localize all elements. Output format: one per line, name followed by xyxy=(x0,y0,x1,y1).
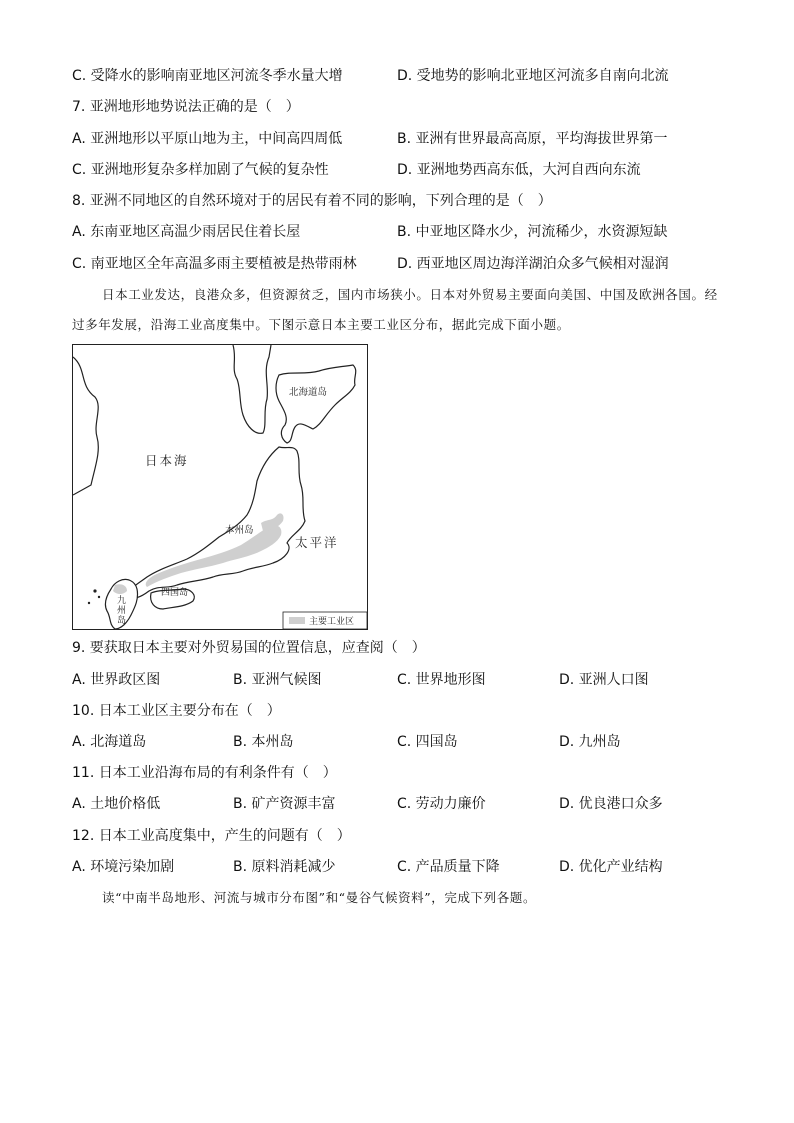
label-sea-of-japan: 日本海 xyxy=(145,453,189,468)
question-11: 11. 日本工业沿海布局的有利条件有（ ） xyxy=(72,765,337,781)
q7-option-a: A. 亚洲地形以平原山地为主，中间高四周低 xyxy=(72,131,343,147)
small-island xyxy=(93,589,96,592)
q11-option-a: A. 土地价格低 xyxy=(72,796,161,812)
question-7: 7. 亚洲地形地势说法正确的是（ ） xyxy=(72,99,300,115)
q9-option-d: D. 亚洲人口图 xyxy=(559,672,649,688)
q7-option-b: B. 亚洲有世界最高高原，平均海拔世界第一 xyxy=(397,131,668,147)
hokkaido-island xyxy=(276,365,356,443)
question-10: 10. 日本工业区主要分布在（ ） xyxy=(72,703,281,719)
q12-option-b: B. 原料消耗减少 xyxy=(233,859,336,875)
q8-option-d: D. 西亚地区周边海洋湖泊众多气候相对湿润 xyxy=(397,256,669,272)
q10-option-a: A. 北海道岛 xyxy=(72,734,147,750)
indochina-intro-paragraph: 读“中南半岛地形、河流与城市分布图”和“曼谷气候资料”，完成下列各题。 xyxy=(102,890,537,905)
q8-option-b: B. 中亚地区降水少，河流稀少，水资源短缺 xyxy=(397,224,668,240)
label-kyushu-1: 九 xyxy=(117,596,127,606)
label-honshu: 本州岛 xyxy=(225,525,254,536)
q10-option-d: D. 九州岛 xyxy=(559,734,621,750)
question-8: 8. 亚洲不同地区的自然环境对于的居民有着不同的影响，下列合理的是（ ） xyxy=(72,193,552,209)
japan-industry-map xyxy=(72,344,368,630)
q9-option-a: A. 世界政区图 xyxy=(72,672,161,688)
mainland-coast xyxy=(73,357,98,495)
sakhalin-coast xyxy=(233,345,271,433)
label-hokkaido: 北海道岛 xyxy=(289,387,328,398)
q7-option-c: C. 亚洲地形复杂多样加剧了气候的复杂性 xyxy=(72,162,329,178)
label-kyushu-3: 岛 xyxy=(117,616,127,626)
label-shikoku: 四国岛 xyxy=(161,588,189,598)
q10-option-c: C. 四国岛 xyxy=(397,734,458,750)
q9-option-b: B. 亚洲气候图 xyxy=(233,672,322,688)
small-island xyxy=(98,596,100,598)
q6-option-d: D. 受地势的影响北亚地区河流多自南向北流 xyxy=(397,68,669,84)
label-kyushu-2: 州 xyxy=(117,606,127,616)
japan-map-svg xyxy=(73,345,367,629)
q12-option-a: A. 环境污染加剧 xyxy=(72,859,175,875)
q12-option-d: D. 优化产业结构 xyxy=(559,859,663,875)
q6-option-c: C. 受降水的影响南亚地区河流冬季水量大增 xyxy=(72,68,343,84)
label-pacific: 太平洋 xyxy=(295,535,339,550)
q11-option-b: B. 矿产资源丰富 xyxy=(233,796,336,812)
q11-option-d: D. 优良港口众多 xyxy=(559,796,663,812)
q9-option-c: C. 世界地形图 xyxy=(397,672,486,688)
small-island xyxy=(88,602,90,604)
q11-option-c: C. 劳动力廉价 xyxy=(397,796,486,812)
q8-option-c: C. 南亚地区全年高温多雨主要植被是热带雨林 xyxy=(72,256,357,272)
q12-option-c: C. 产品质量下降 xyxy=(397,859,500,875)
legend-swatch xyxy=(289,617,305,624)
q8-option-a: A. 东南亚地区高温少雨居民住着长屋 xyxy=(72,224,301,240)
legend-label: 主要工业区 xyxy=(309,617,355,627)
japan-intro-paragraph: 日本工业发达，良港众多，但资源贫乏，国内市场狭小。日本对外贸易主要面向美国、中国及欧洲各国。经过多年发展，沿海工业高度集中。下图示意日本主要工业区分布，据此完成下面小题。 xyxy=(72,287,718,332)
question-12: 12. 日本工业高度集中，产生的问题有（ ） xyxy=(72,828,351,844)
q7-option-d: D. 亚洲地势西高东低，大河自西向东流 xyxy=(397,162,641,178)
q10-option-b: B. 本州岛 xyxy=(233,734,294,750)
question-9: 9. 要获取日本主要对外贸易国的位置信息，应查阅（ ） xyxy=(72,640,426,656)
